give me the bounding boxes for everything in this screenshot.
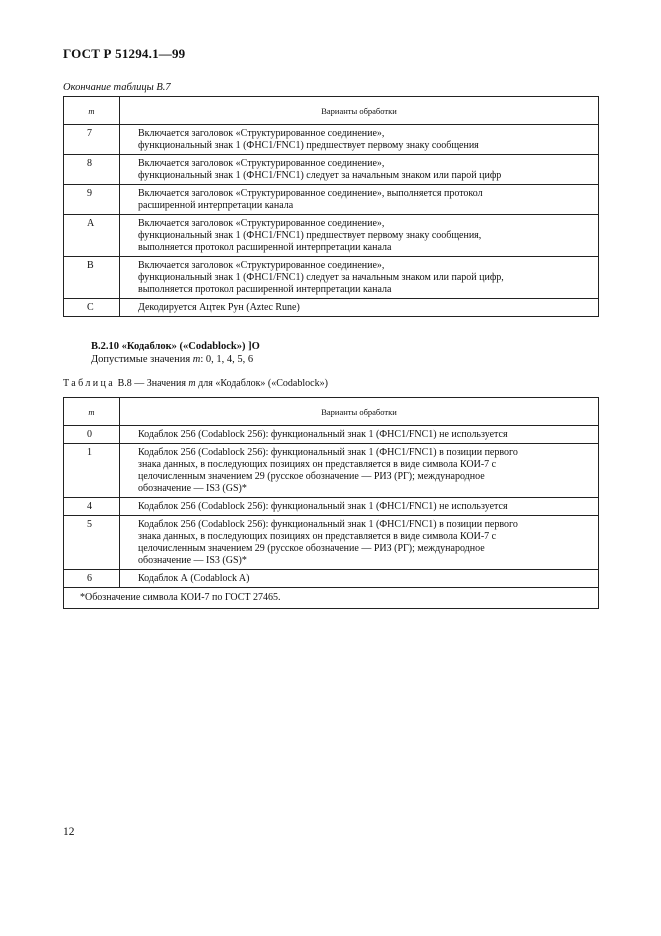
row-description	[120, 185, 599, 215]
table-b8-caption	[63, 378, 328, 389]
table-b7	[63, 96, 599, 317]
row-description-line: Включается заголовок «Структурированное соединение»,	[138, 158, 385, 169]
row-description-line: Кодаблок 256 (Codablock 256): функциональный знак 1 (ФНС1/FNC1) в позиции первого	[138, 447, 518, 458]
column-header-variants: Варианты обработки	[120, 398, 599, 426]
row-description	[120, 426, 599, 444]
table-caption-word: Таблица	[63, 378, 116, 389]
table-row	[64, 185, 599, 215]
table-row	[64, 257, 599, 299]
table-b8	[63, 397, 599, 609]
column-header-m: m	[64, 398, 120, 426]
table-caption-tail: для «Кодаблок» («Codablock»)	[195, 378, 328, 389]
allowed-values-prefix: Допустимые значения	[91, 354, 193, 365]
row-description-line: целочисленным значением 29 (русское обозначение — РИЗ (РГ); международное	[138, 543, 485, 554]
row-description-line: Кодаблок 256 (Codablock 256): функциональный знак 1 (ФНС1/FNC1) в позиции первого	[138, 519, 518, 530]
row-description-line: функциональный знак 1 (ФНС1/FNC1) следует за начальным знаком или парой цифр,	[138, 272, 504, 283]
section-heading: В.2.10 «Кодаблок» («Codablock») ]О	[91, 341, 260, 352]
table-continuation-caption: Окончание таблицы В.7	[63, 82, 171, 93]
row-description-line: Декодируется Ацтек Рун (Aztec Rune)	[138, 302, 300, 313]
table-row	[64, 516, 599, 570]
table-footnote: *Обозначение символа КОИ-7 по ГОСТ 27465.	[64, 588, 599, 609]
row-description-line: обозначение — IS3 (GS)*	[138, 555, 247, 566]
column-header-m: m	[64, 97, 120, 125]
row-description	[120, 444, 599, 498]
table-row	[64, 155, 599, 185]
row-m-value: 1	[64, 444, 120, 498]
table-b8-body	[64, 426, 599, 588]
row-description-line: функциональный знак 1 (ФНС1/FNC1) предшествует первому знаку сообщения	[138, 140, 479, 151]
table-row	[64, 426, 599, 444]
row-description-line: знака данных, в последующих позициях он представляется в виде символа КОИ-7 с	[138, 531, 497, 542]
row-description-line: Включается заголовок «Структурированное соединение»,	[138, 260, 385, 271]
row-description-line: Кодаблок 256 (Codablock 256): функциональный знак 1 (ФНС1/FNC1) не используется	[138, 501, 508, 512]
row-description	[120, 257, 599, 299]
row-description-line: функциональный знак 1 (ФНС1/FNC1) предшествует первому знаку сообщения,	[138, 230, 482, 241]
row-description-line: обозначение — IS3 (GS)*	[138, 483, 247, 494]
table-row	[64, 444, 599, 498]
table-row	[64, 498, 599, 516]
table-row	[64, 299, 599, 317]
row-description-line: Включается заголовок «Структурированное соединение»,	[138, 218, 385, 229]
allowed-values-line	[91, 354, 253, 365]
row-description-line: Кодаблок А (Codablock A)	[138, 573, 250, 584]
row-description-line: расширенной интерпретации канала	[138, 200, 294, 211]
table-row	[64, 215, 599, 257]
table-row	[64, 570, 599, 588]
row-description-line: Включается заголовок «Структурированное соединение»,	[138, 128, 385, 139]
row-description-line: выполняется протокол расширенной интерпретации канала	[138, 242, 392, 253]
row-m-value: 0	[64, 426, 120, 444]
row-description-line: целочисленным значением 29 (русское обозначение — РИЗ (РГ); международное	[138, 471, 485, 482]
page-number: 12	[63, 826, 75, 838]
row-description	[120, 498, 599, 516]
row-description	[120, 155, 599, 185]
table-row	[64, 125, 599, 155]
row-description-line: Кодаблок 256 (Codablock 256): функциональный знак 1 (ФНС1/FNC1) не используется	[138, 429, 508, 440]
row-description-line: Включается заголовок «Структурированное соединение», выполняется протокол	[138, 188, 483, 199]
row-m-value: B	[64, 257, 120, 299]
row-m-value: 4	[64, 498, 120, 516]
table-caption-var: m	[188, 378, 196, 389]
row-description	[120, 516, 599, 570]
allowed-values-var: m	[192, 354, 201, 365]
row-description-line: функциональный знак 1 (ФНС1/FNC1) следует за начальным знаком или парой цифр	[138, 170, 502, 181]
row-m-value: A	[64, 215, 120, 257]
row-m-value: 9	[64, 185, 120, 215]
table-b7-body	[64, 125, 599, 317]
row-m-value: 5	[64, 516, 120, 570]
row-description	[120, 299, 599, 317]
row-description	[120, 215, 599, 257]
row-m-value: 7	[64, 125, 120, 155]
row-description	[120, 125, 599, 155]
allowed-values-list: : 0, 1, 4, 5, 6	[200, 354, 254, 365]
row-m-value: 6	[64, 570, 120, 588]
row-m-value: 8	[64, 155, 120, 185]
row-description-line: знака данных, в последующих позициях он представляется в виде символа КОИ-7 с	[138, 459, 497, 470]
row-description-line: выполняется протокол расширенной интерпретации канала	[138, 284, 392, 295]
row-description	[120, 570, 599, 588]
document-header: ГОСТ Р 51294.1—99	[63, 46, 186, 61]
table-caption-rest: В.8 — Значения	[115, 378, 189, 389]
column-header-variants: Варианты обработки	[120, 97, 599, 125]
row-m-value: C	[64, 299, 120, 317]
